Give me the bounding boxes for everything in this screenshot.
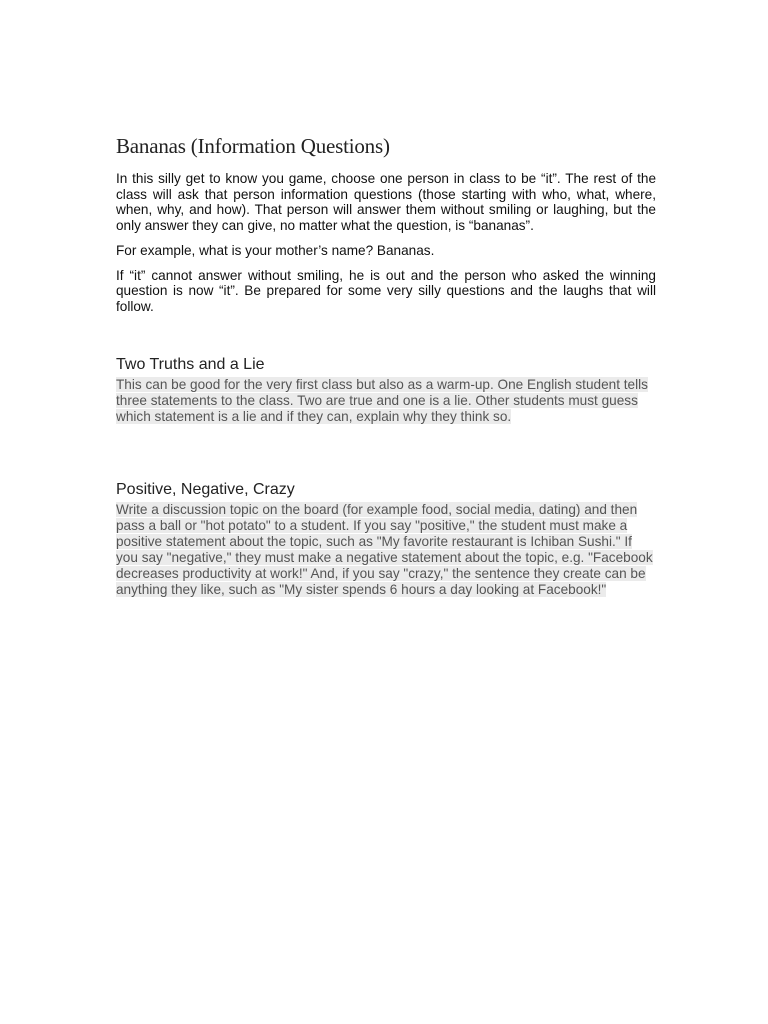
bananas-paragraph-example: For example, what is your mother’s name? Bananas. bbox=[116, 243, 435, 258]
positive-negative-section bbox=[116, 481, 656, 597]
bananas-paragraph-intro: In this silly get to know you game, choose one person in class to be “it”. The rest of the class will ask that person information questions (those starting with who, what, where, when, why, and how). That person will answer them without smiling or laughing, but the only answer they can give, no matter what the question, is “bananas”. bbox=[116, 171, 656, 233]
two-truths-section bbox=[116, 356, 656, 425]
bananas-title: Bananas (Information Questions) bbox=[116, 134, 390, 158]
bananas-section bbox=[116, 134, 656, 324]
positive-negative-body-text: Write a discussion topic on the board (for example food, social media, dating) and then pass a ball or "hot potato" to a student. If you say "positive," the student must make a positive statement about the topic, such as "My favorite restaurant is Ichiban Sushi." If you say "negative," they must make a negative statement about the topic, e.g. "Facebook decreases productivity at work!" And, if you say "crazy," the sentence they create can be anything they like, such as "My sister spends 6 hours a day looking at Facebook!" bbox=[116, 502, 653, 597]
positive-negative-body bbox=[116, 502, 656, 597]
bananas-paragraph-rules: If “it” cannot answer without smiling, he is out and the person who asked the winning question is now “it”. Be prepared for some very silly questions and the laughs that will follow. bbox=[116, 267, 656, 314]
two-truths-body-text: This can be good for the very first class but also as a warm-up. One English student tells three statements to the class. Two are true and one is a lie. Other students must guess which statement is a lie and if they can, explain why they think so. bbox=[116, 377, 648, 424]
two-truths-heading: Two Truths and a Lie bbox=[116, 356, 265, 373]
positive-negative-heading: Positive, Negative, Crazy bbox=[116, 481, 295, 498]
two-truths-body bbox=[116, 377, 656, 425]
